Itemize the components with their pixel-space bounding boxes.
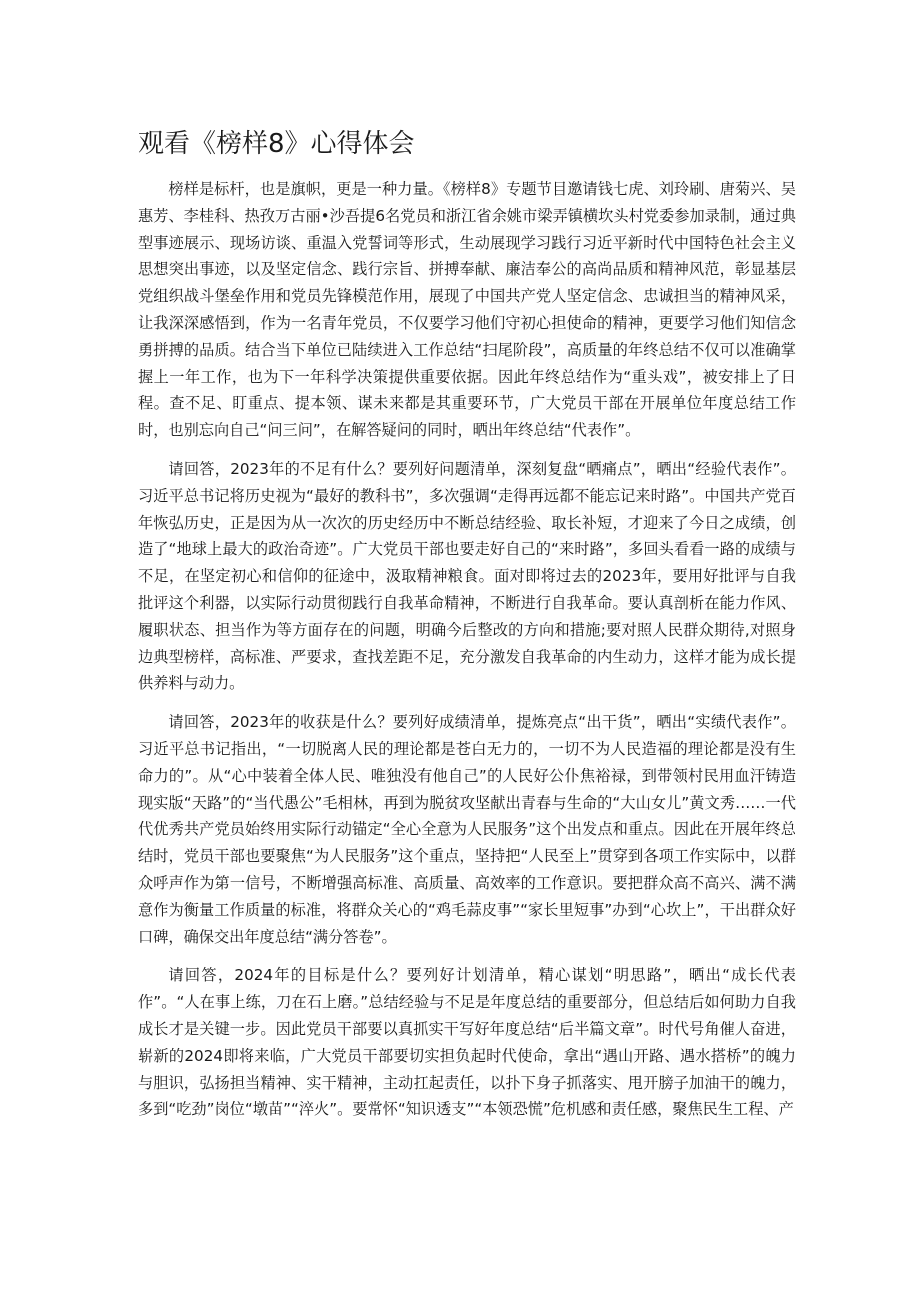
paragraph-4: 请回答，2024年的目标是什么？要列好计划清单，精心谋划“明思路”，晒出“成长代表作”。“人在事上练，刀在石上磨。”总结经验与不足是年度总结的重要部分，但总结后如何助力自我成长才是关键一步。因此党员干部要以真抓实干写好年度总结“后半篇文章”。时代号角催人奋进，崭新的2024即将来临，广大党员干部要切实担负起时代使命，拿出“遇山开路、遇水搭桥”的魄力与胆识，弘扬担当精神、实干精神，主动扛起责任，以扑下身子抓落实、甩开膀子加油干的魄力，多到“吃劲”岗位“墩苗”“淬火”。要常怀“知识透支”“本领恐慌”危机感和责任感，聚焦民生工程、产 — [138, 966, 796, 1119]
paragraph-1: 榜样是标杆，也是旗帜，更是一种力量。《榜样8》专题节目邀请钱七虎、刘玲刷、唐菊兴、吴惠芳、李桂科、热孜万古丽•沙吾提6名党员和浙江省余姚市梁弄镇横坎头村党委参加录制，通过典型事迹展示、现场访谈、重温入党誓词等形式，生动展现学习践行习近平新时代中国特色社会主义思想突出事迹，以及坚定信念、践行宗旨、拼搏奉献、廉洁奉公的高尚品质和精神风范，彰显基层党组织战斗堡垒作用和党员先锋模范作用，展现了中国共产党人坚定信念、忠诚担当的精神风采，让我深深感悟到，作为一名青年党员，不仅要学习他们守初心担使命的精神，更要学习他们知信念勇拼搏的品质。结合当下单位已陆续进入工作总结“扫尾阶段”，高质量的年终总结不仅可以准确掌握上一年工作，也为下一年科学决策提供重要依据。因此年终总结作为“重头戏”，被安排上了日程。查不足、盯重点、提本领、谋未来都是其重要环节，广大党员干部在开展单位年度总结工作时，也别忘向自己“问三问”，在解答疑问的同时，晒出年终总结“代表作”。 — [138, 180, 796, 440]
document-body — [138, 176, 796, 1135]
paragraph-2: 请回答，2023年的不足有什么？要列好问题清单，深刻复盘“晒痛点”，晒出“经验代表作”。习近平总书记将历史视为“最好的教科书”，多次强调“走得再远都不能忘记来时路”。中国共产党百年恢弘历史，正是因为从一次次的历史经历中不断总结经验、取长补短，才迎来了今日之成绩，创造了“地球上最大的政治奇迹”。广大党员干部也要走好自己的“来时路”，多回头看看一路的成绩与不足，在坚定初心和信仰的征途中，汲取精神粮食。面对即将过去的2023年，要用好批评与自我批评这个利器，以实际行动贯彻践行自我革命精神，不断进行自我革命。要认真剖析在能力作风、履职状态、担当作为等方面存在的问题，明确今后整改的方向和措施;要对照人民群众期待,对照身边典型榜样，高标准、严要求，查找差距不足，充分激发自我革命的内生动力，这样才能为成长提供养料与动力。 — [138, 459, 796, 693]
paragraph-3: 请回答，2023年的收获是什么？要列好成绩清单，提炼亮点“出干货”，晒出“实绩代表作”。习近平总书记指出，“一切脱离人民的理论都是苍白无力的，一切不为人民造福的理论都是没有生命力的”。从“心中装着全体人民、唯独没有他自己”的人民好公仆焦裕禄，到带领村民用血汗铸造现实版“天路”的“当代愚公”毛相林，再到为脱贫攻坚献出青春与生命的“大山女儿”黄文秀……一代代优秀共产党员始终用实际行动锚定“全心全意为人民服务”这个出发点和重点。因此在开展年终总结时，党员干部也要聚焦“为人民服务”这个重点，坚持把“人民至上”贯穿到各项工作实际中，以群众呼声作为第一信号，不断增强高标准、高质量、高效率的工作意识。要把群众高不高兴、满不满意作为衡量工作质量的标准，将群众关心的“鸡毛蒜皮事”“家长里短事”办到“心坎上”，干出群众好口碑，确保交出年度总结“满分答卷”。 — [138, 713, 796, 946]
document-title: 观看《榜样8》心得体会 — [138, 129, 415, 159]
